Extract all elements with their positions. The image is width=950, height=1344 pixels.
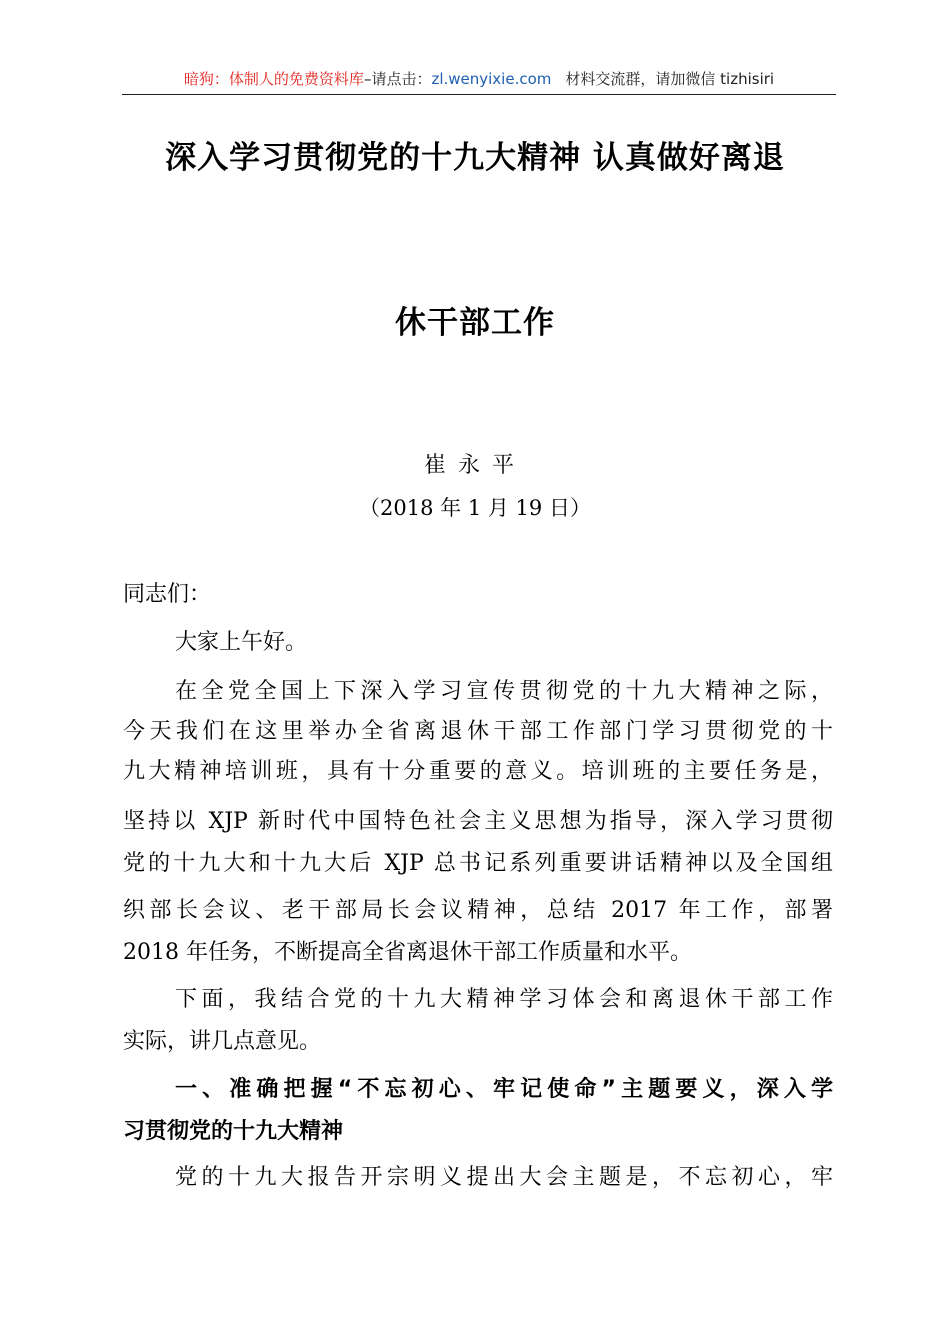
paragraph-line: 实际，讲几点意见。 — [123, 1029, 322, 1054]
document-title-line1: 深入学习贯彻党的十九大精神 认真做好离退 — [165, 140, 785, 176]
header-site-name: 暗狗：体制人的免费资料库 — [183, 70, 364, 88]
salutation: 同志们： — [123, 582, 212, 607]
paragraph-line: 在全党全国上下深入学习宣传贯彻党的十九大精神之际， — [175, 679, 833, 704]
paragraph-line: 今天我们在这里举办全省离退休干部工作部门学习贯彻党的十 — [123, 719, 833, 744]
document-title-line2: 休干部工作 — [395, 305, 555, 341]
section-heading-1-cont: 习贯彻党的十九大精神 — [123, 1119, 344, 1144]
paragraph-line: 党的十九大和十九大后 XJP 总书记系列重要讲话精神以及全国组 — [123, 851, 833, 876]
header-url-link[interactable]: zl.wenyixie.com — [431, 70, 552, 88]
header-click-prompt: –请点击： — [363, 70, 432, 88]
header-wechat-note: 材料交流群，请加微信 tizhisiri — [565, 70, 775, 88]
paragraph-line: 2018 年任务，不断提高全省离退休干部工作质量和水平。 — [123, 940, 692, 965]
paragraph-line: 下面，我结合党的十九大精神学习体会和离退休干部工作 — [175, 987, 833, 1012]
section-heading-1: 一、准确把握“不忘初心、牢记使命”主题要义，深入学 — [175, 1077, 833, 1102]
paragraph-line: 党的十九大报告开宗明义提出大会主题是，不忘初心，牢 — [175, 1165, 833, 1190]
page-header — [122, 68, 836, 95]
speech-date: （2018 年 1 月 19 日） — [359, 496, 591, 520]
paragraph-line: 织部长会议、老干部局长会议精神，总结 2017 年工作，部署 — [123, 898, 833, 923]
paragraph-line: 大家上午好。 — [175, 630, 308, 655]
author-name: 崔永平 — [423, 453, 526, 478]
paragraph-line: 坚持以 XJP 新时代中国特色社会主义思想为指导，深入学习贯彻 — [123, 809, 833, 834]
paragraph-line: 九大精神培训班，具有十分重要的意义。培训班的主要任务是， — [123, 759, 833, 784]
